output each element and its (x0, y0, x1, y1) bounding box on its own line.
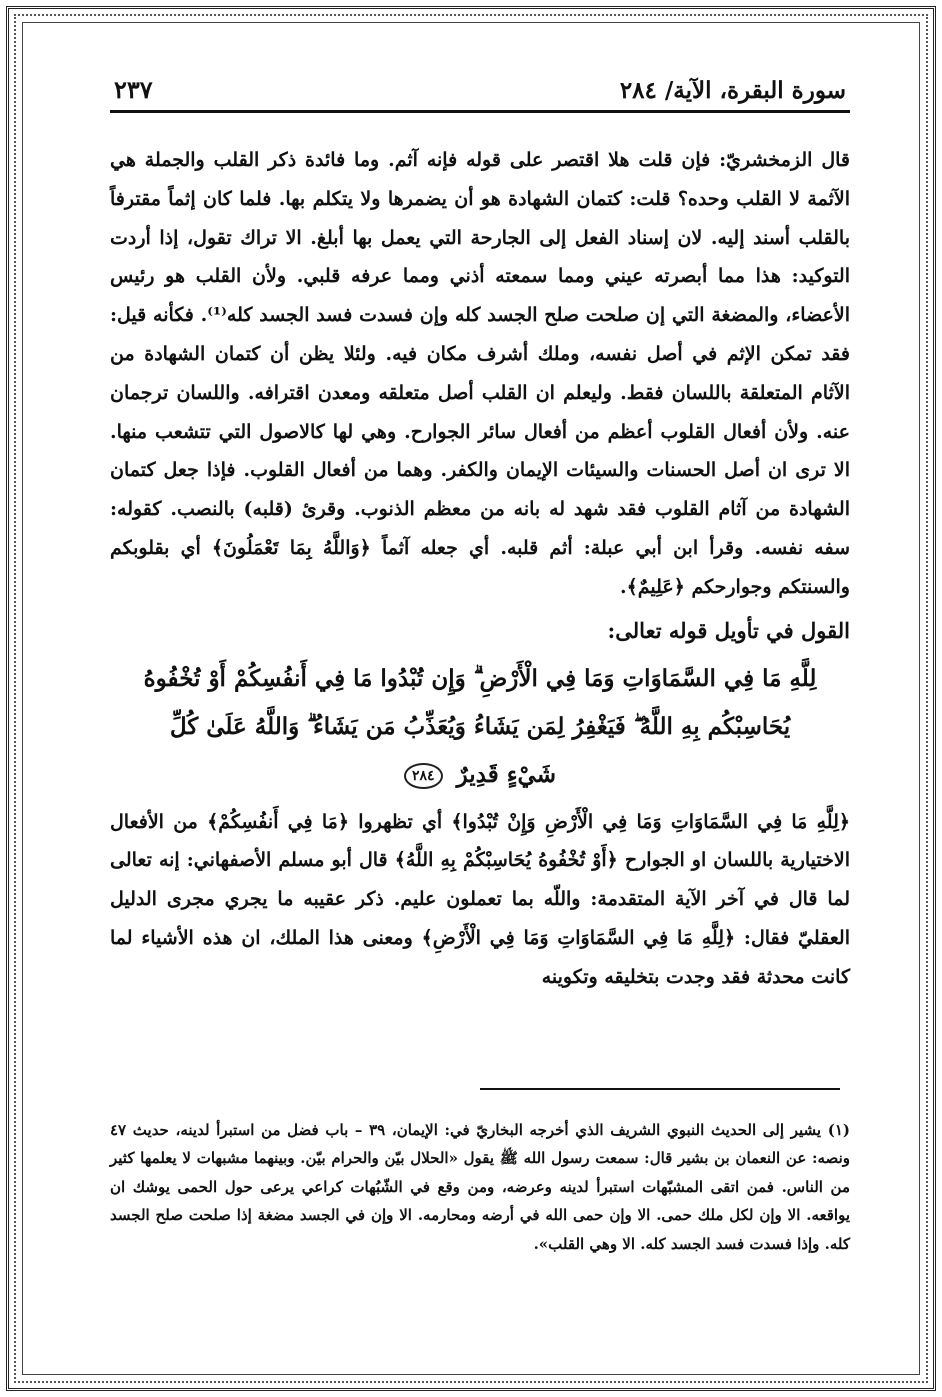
main-text (110, 141, 850, 997)
footnote (110, 1116, 850, 1258)
paragraph-tafsir: ﴿لِلَّهِ مَا فِي السَّمَاوَاتِ وَمَا فِي الْأَرْضِ وَإِنْ تُبْدُوا﴾ أي تظهروا ﴿مَا فِي أَنفُسِكُمْ﴾ من الأفعال الاختيارية باللسان او الجوارح ﴿أَوْ تُخْفُوهُ يُحَاسِبْكُمْ بِهِ اللَّهُ﴾ قال أبو مسلم الأصفهاني: إنه تعالى لما قال في آخر الآية المتقدمة: واللّه بما تعملون عليم. ذكر عقيبه ما يجري مجرى الدليل العقليّ فقال: ﴿لِلَّهِ مَا فِي السَّمَاوَاتِ وَمَا فِي الْأَرْضِ﴾ ومعنى هذا الملك، ان هذه الأشياء لما كانت محدثة فقد وجدت بتخليقه وتكوينه (110, 810, 850, 988)
verse-line (110, 751, 850, 799)
quran-verse (110, 655, 850, 799)
page-number: ٢٣٧ (114, 75, 153, 104)
verse-line: لِلَّهِ مَا فِي السَّمَاوَاتِ وَمَا فِي الْأَرْضِ ۗ وَإِن تُبْدُوا مَا فِي أَنفُسِكُمْ أَوْ تُخْفُوهُ (143, 664, 817, 692)
section-heading: القول في تأويل قوله تعالى: (607, 617, 850, 643)
running-header (110, 60, 850, 113)
page-content (110, 60, 850, 997)
verse-line-text: شَيْءٍ قَدِيرٌ (456, 760, 556, 788)
ayah-number-marker: ٢٨٤ (404, 763, 443, 789)
footnote-separator (480, 1088, 840, 1090)
footnote-text: (١) يشير إلى الحديث النبوي الشريف الذي أخرجه البخاريّ في: الإيمان، ٣٩ – باب فضل من استبرأ لدينه، حديث ٤٧ ونصه: عن النعمان بن بشير قال: سمعت رسول الله ﷺ يقول «الحلال بيّن والحرام بيّن. وبينهما مشبهات لا يعلمها كثير من الناس. فمن اتقى المشبّهات استبرأ لدينه وعرضه، ومن وقع في الشّبُهات كراعي يرعى حول الحمى يوشك ان يواقعه. الا وإن لكل ملك حمى. الا وإن حمى الله في أرضه ومحارمه. الا وإن في الجسد مضغة إذا صلحت صلح الجسد كله. وإذا فسدت فسد الجسد كله. الا وهي القلب». (110, 1121, 850, 1253)
paragraph-commentary: قال الزمخشريّ: فإن قلت هلا اقتصر على قوله فإنه آثم. وما فائدة ذكر القلب والجملة هي الآثمة لا القلب وحده؟ قلت: كتمان الشهادة هو أن يضمرها ولا يتكلم بها. فلما كان إثماً مقترفاً بالقلب أسند إليه. لان إسناد الفعل إلى الجارحة التي يعمل بها أبلغ. الا تراك تقول، إذا أردت التوكيد: هذا مما أبصرته عيني ومما سمعته أذني ومما عرفه قلبي. ولأن القلب هو رئيس الأعضاء، والمضغة التي إن صلحت صلح الجسد كله وإن فسدت فسد الجسد كله⁽¹⁾. فكأنه قيل: فقد تمكن الإثم في أصل نفسه، وملك أشرف مكان فيه. ولئلا يظن أن كتمان الشهادة من الآثام المتعلقة باللسان فقط. وليعلم ان القلب أصل متعلقه ومعدن اقترافه. واللسان ترجمان عنه. ولأن أفعال القلوب أعظم من أفعال سائر الجوارح. وهي لها كالاصول التي تتشعب منها. الا ترى ان أصل الحسنات والسيئات الإيمان والكفر. وهما من أفعال القلوب. فإذا جعل كتمان الشهادة من آثام القلوب فقد شهد له بانه من معظم الذنوب. وقرئ (قلبه) بالنصب. كقوله: سفه نفسه. وقرأ ابن أبي عبلة: أثم قلبه. أي جعله آثماً ﴿وَاللَّهُ بِمَا تَعْمَلُونَ﴾ أي بقلوبكم والسنتكم وجوارحكم ﴿عَلِيمٌ﴾. (110, 149, 851, 598)
verse-line: يُحَاسِبْكُم بِهِ اللَّهُ ۖ فَيَغْفِرُ لِمَن يَشَاءُ وَيُعَذِّبُ مَن يَشَاءُ ۗ وَاللَّهُ عَلَىٰ كُلِّ (169, 712, 791, 740)
surah-title: سورة البقرة، الآية/ ٢٨٤ (619, 77, 846, 104)
